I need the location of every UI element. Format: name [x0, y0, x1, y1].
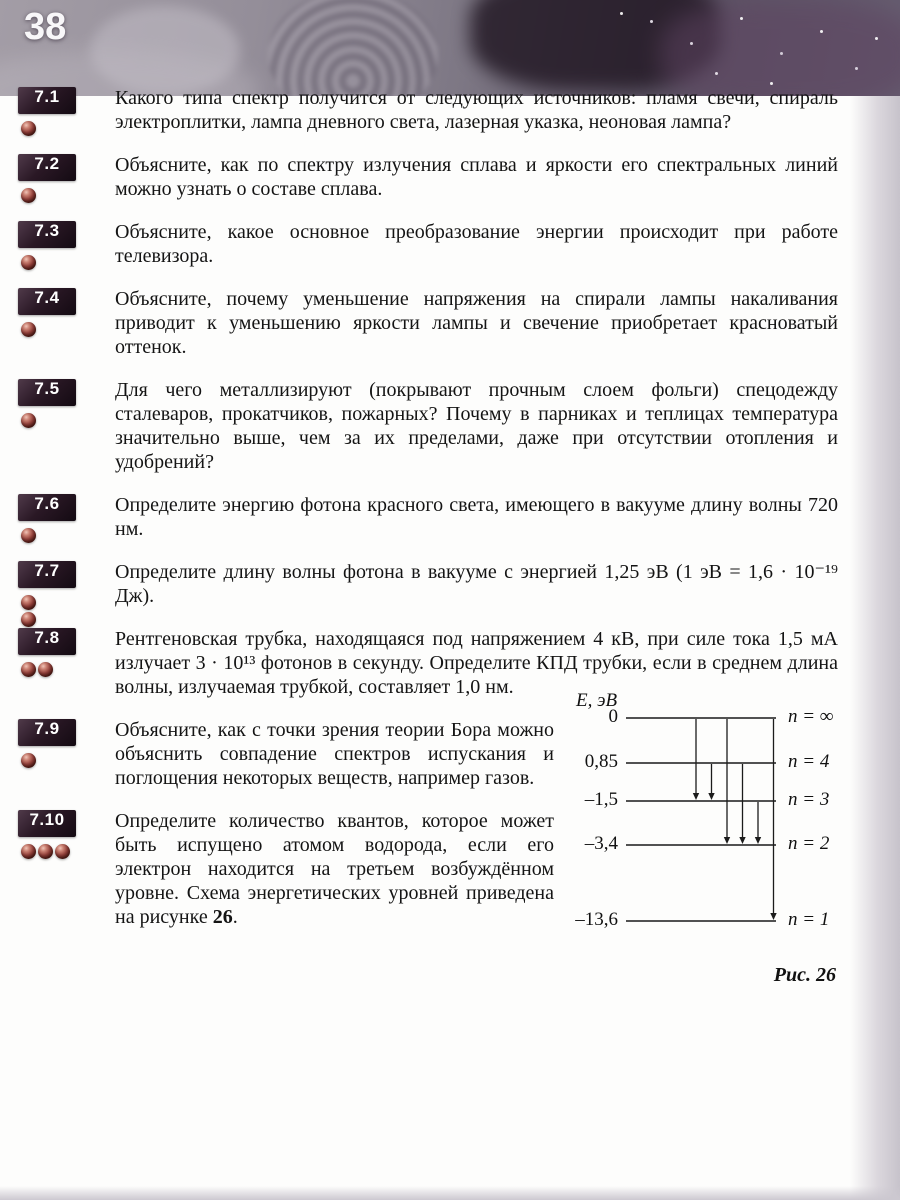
problem-text	[115, 809, 838, 929]
figure-reference: 26	[212, 906, 233, 928]
quantum-number-label: n = 2	[788, 833, 830, 854]
page-number: 38	[24, 6, 67, 48]
problem-text-body: Объясните, почему уменьшение напряжения на спирали лампы накаливания приводит к уменьшению яркости лампы и свечение приобретает красноватый оттенок.	[115, 288, 838, 358]
problem-text-body: Какого типа спектр получится от следующих источников: пламя свечи, спираль электроплитки, лампа дневного света, лазерная указка, неоновая лампа?	[115, 87, 838, 133]
difficulty-dot	[21, 322, 36, 337]
problems-list	[29, 58, 838, 986]
problem-marker	[18, 628, 104, 677]
problem	[34, 287, 838, 359]
difficulty-dot	[21, 753, 36, 768]
problem	[34, 493, 838, 541]
problem-marker	[18, 719, 104, 768]
energy-axis-label: E, эВ	[576, 690, 618, 711]
problem	[34, 378, 838, 474]
problem	[34, 86, 838, 134]
page-edge-bottom	[0, 1186, 900, 1200]
problem-marker	[18, 288, 104, 337]
problem-text-body: Объясните, как с точки зрения теории Бора можно объяснить совпадение спектров испускания и поглощения некоторых веществ, например газов.	[115, 719, 554, 789]
difficulty-dots	[21, 753, 104, 768]
energy-value-label: 0,85	[584, 751, 618, 772]
problem-text-body: Объясните, как по спектру излучения сплава и яркости его спектральных линий можно узнать о составе сплава.	[115, 154, 838, 200]
difficulty-dot	[21, 413, 36, 428]
problem-number-badge: 7.8	[18, 628, 76, 655]
problem-number-badge: 7.5	[18, 379, 76, 406]
problem-text	[115, 493, 838, 541]
problem	[34, 153, 838, 201]
quantum-number-label: n = 1	[788, 909, 830, 930]
problem-text-body: Рентгеновская трубка, находящаяся под напряжением 4 кВ, при силе тока 1,5 мА излучает 3 · 10¹³ фотонов в секунду. Определите КПД трубки, если в среднем длина волны, излучаемая трубкой, составляет 1,0 нм.	[115, 628, 838, 698]
problem-text-tail: .	[232, 906, 238, 928]
difficulty-dot	[21, 255, 36, 270]
problem-text	[115, 220, 838, 268]
problem-number-badge: 7.3	[18, 221, 76, 248]
problem-number-badge: 7.2	[18, 154, 76, 181]
problem-marker	[18, 221, 104, 270]
difficulty-dots	[21, 844, 104, 859]
difficulty-dot	[21, 595, 36, 610]
transition-arrowhead	[708, 793, 714, 800]
problem-text	[115, 153, 838, 201]
problem-number-badge: 7.1	[18, 87, 76, 114]
difficulty-dots	[21, 121, 104, 136]
quantum-number-label: n = 3	[788, 789, 830, 810]
problem-text-body: Объясните, какое основное преобразование энергии происходит при работе телевизора.	[115, 221, 838, 267]
problem-marker	[18, 810, 104, 859]
photo-purple-glow	[660, 0, 900, 96]
page-edge-right	[850, 96, 900, 1200]
difficulty-dots	[21, 322, 104, 337]
problem-number-badge: 7.6	[18, 494, 76, 521]
photo-speckles	[620, 12, 623, 15]
energy-value-label: –13,6	[575, 909, 618, 930]
difficulty-dots	[21, 188, 104, 203]
photo-coil-shape	[268, 0, 438, 96]
difficulty-dot	[55, 844, 70, 859]
problem-text-body: Для чего металлизируют (покрывают прочным слоем фольги) спецодежду сталеваров, прокатчиков, пожарных? Почему в парниках и теплицах температура значительно выше, чем за их пределами, даже при отсутствии отопления и удобрений?	[115, 379, 838, 473]
problem-number-badge: 7.10	[18, 810, 76, 837]
energy-value-label: –3,4	[584, 833, 618, 854]
problem-text	[115, 378, 838, 474]
problem-text	[115, 287, 838, 359]
quantum-number-label: n = ∞	[788, 706, 834, 727]
difficulty-dots	[21, 413, 104, 428]
difficulty-dot	[21, 188, 36, 203]
difficulty-dot	[21, 121, 36, 136]
difficulty-dot	[21, 612, 36, 627]
difficulty-dots	[21, 662, 104, 677]
difficulty-dot	[21, 528, 36, 543]
difficulty-dot	[21, 662, 36, 677]
problem-number-badge: 7.4	[18, 288, 76, 315]
problem	[29, 809, 838, 929]
energy-value-label: 0	[608, 706, 618, 727]
difficulty-dot	[38, 662, 53, 677]
problem-marker	[18, 494, 104, 543]
difficulty-dots	[21, 528, 104, 543]
problem-marker	[18, 87, 104, 136]
problem-marker	[18, 561, 104, 627]
difficulty-dots	[21, 595, 104, 627]
difficulty-dot	[38, 844, 53, 859]
energy-value-label: –1,5	[584, 789, 618, 810]
problem-number-badge: 7.9	[18, 719, 76, 746]
problem-text	[115, 560, 838, 608]
problem	[34, 560, 838, 608]
problem-text	[115, 86, 838, 134]
problem-text-body: Определите энергию фотона красного света, имеющего в вакууме длину волны 720 нм.	[115, 494, 838, 540]
transition-arrowhead	[693, 793, 699, 800]
problem-text-body: Определите количество квантов, которое может быть испущено атомом водорода, если его электрон находится на третьем возбуждённом уровне. Схема энергетических уровней приведена на рисунке	[115, 810, 554, 928]
difficulty-dot	[21, 844, 36, 859]
header-photo-band	[0, 0, 900, 96]
problem	[34, 220, 838, 268]
problem-marker	[18, 379, 104, 428]
quantum-number-label: n = 4	[788, 751, 830, 772]
problem-marker	[18, 154, 104, 203]
difficulty-dots	[21, 255, 104, 270]
problem-number-badge: 7.7	[18, 561, 76, 588]
figure-caption: Рис. 26	[773, 964, 836, 986]
problem-text-body: Определите длину волны фотона в вакууме с энергией 1,25 эВ (1 эВ = 1,6 · 10⁻¹⁹ Дж).	[115, 561, 838, 607]
